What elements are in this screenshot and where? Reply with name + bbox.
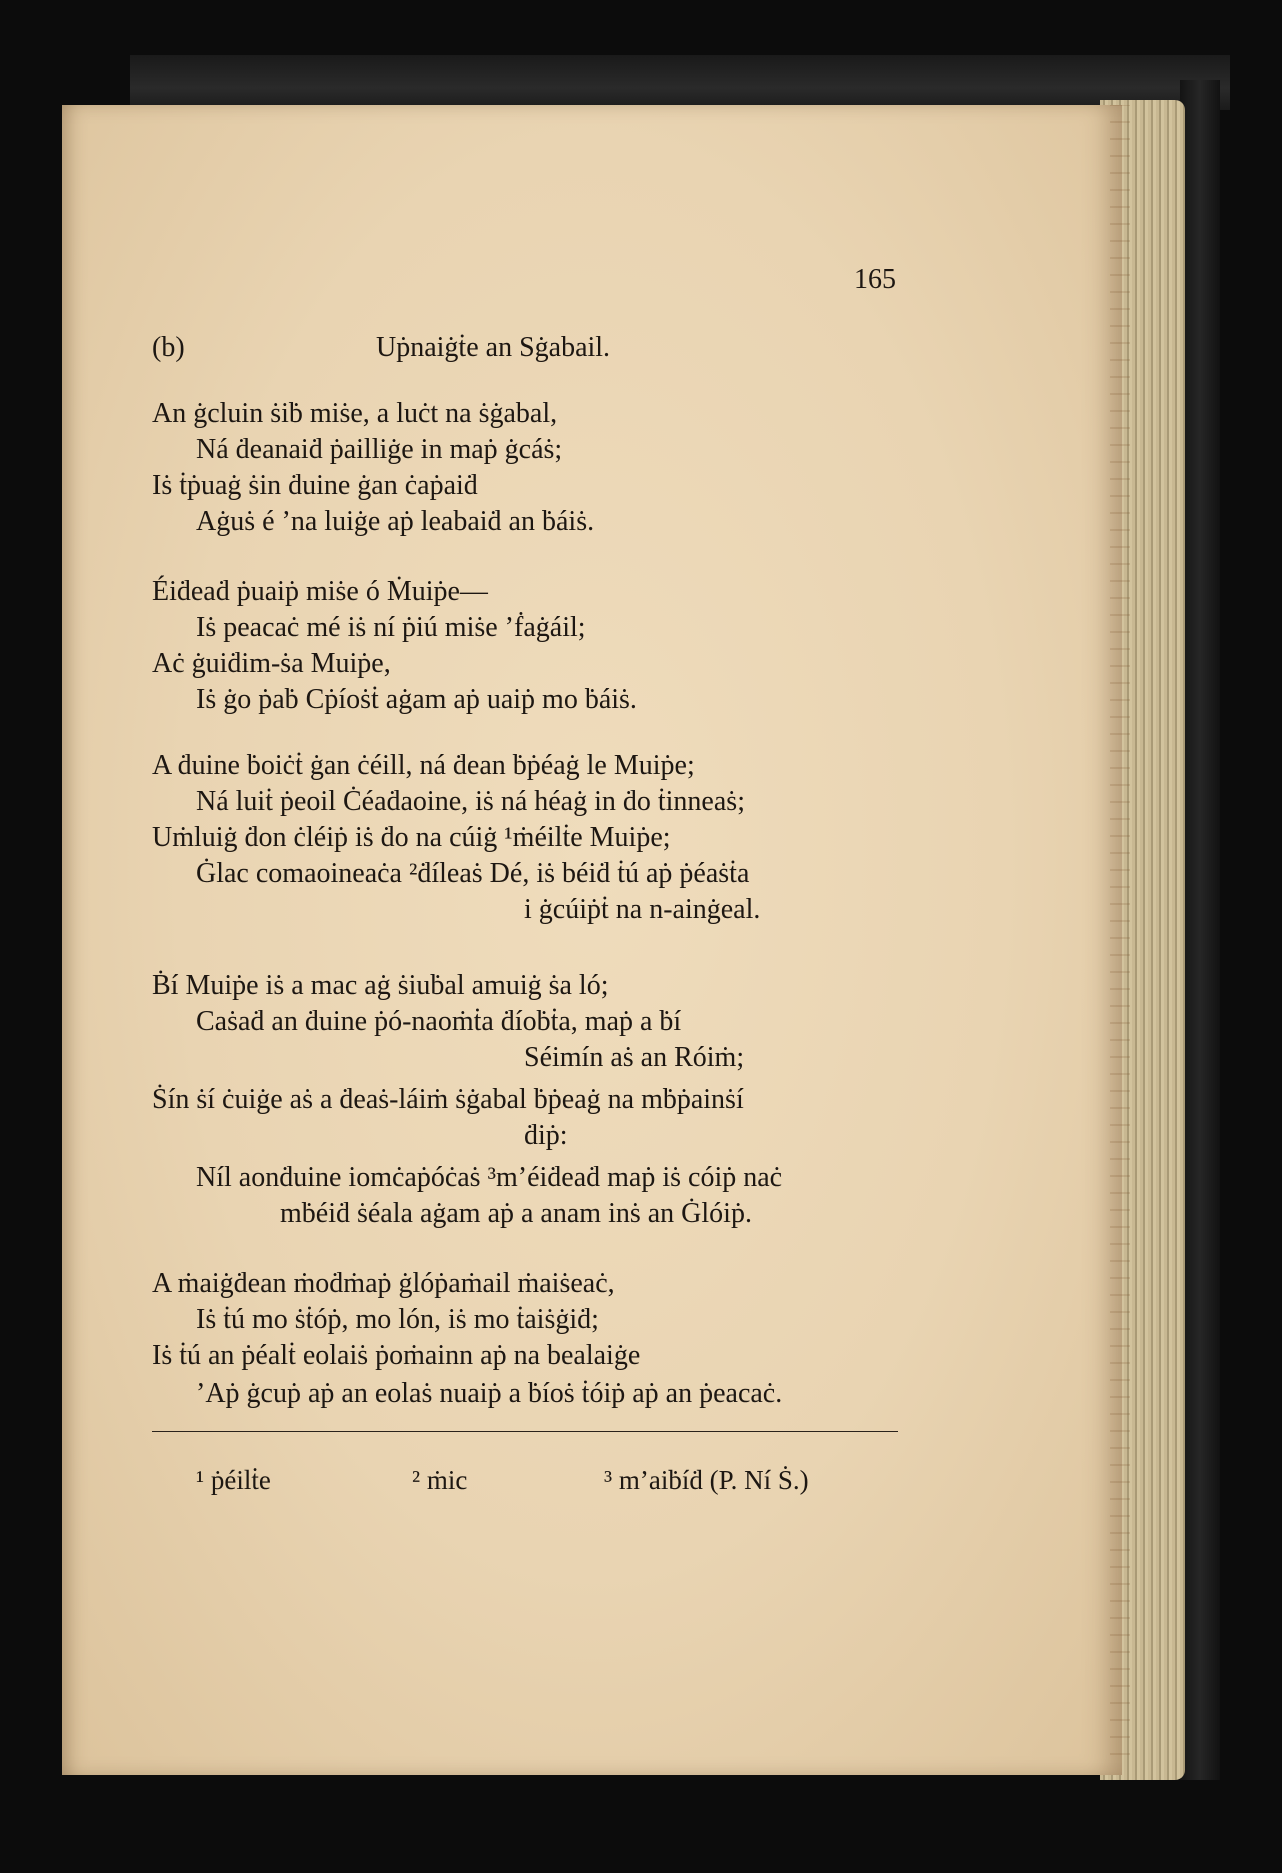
stanza-4-line-7: mḃéiḋ ṡéala aġam aṗ a anam inṡ an Ġlóiṗ.	[280, 1198, 752, 1229]
stanza-1-line-2: Ná ḋeanaiḋ ṗailliġe in maṗ ġcáṡ;	[196, 434, 563, 465]
stanza-1-line-4: Aġuṡ é ’na luiġe aṗ leabaiḋ an ḃáiṡ.	[196, 506, 595, 537]
page-number: 165	[854, 264, 896, 295]
stanza-2-line-1: Éiḋeaḋ ṗuaiṗ miṡe ó Ṁuiṗe—	[152, 576, 488, 607]
stanza-5-line-3: Iṡ ṫú an ṗéalṫ eolaiṡ ṗoṁainn aṗ na bealaiġe	[152, 1340, 641, 1371]
stanza-1-line-1: An ġcluin ṡiḃ miṡe, a luċt na ṡġabal,	[152, 398, 558, 429]
stanza-4-line-2: Caṡaḋ an ḋuine ṗó-naoṁṫa ḋíoḃṫa, maṗ a ḃí	[196, 1006, 682, 1037]
stanza-1-line-3: Iṡ ṫṗuaġ ṡin ḋuine ġan ċaṗaiḋ	[152, 470, 478, 501]
stanza-2-line-3: Aċ ġuiḋim-ṡa Muiṗe,	[152, 648, 391, 679]
stanza-4-line-4: Ṡín ṡí ċuiġe aṡ a ḋeaṡ-láiṁ ṡġabal ḃṗeaġ na mḃṗainṡí	[152, 1084, 744, 1115]
footnote-3: ³ m’aiḃíḋ (P. Ní Ṡ.)	[604, 1465, 809, 1495]
stanza-5-line-1: A ṁaiġḋean ṁoḋṁaṗ ġlóṗaṁail ṁaiṡeaċ,	[152, 1268, 615, 1299]
stanza-3-line-1: A ḋuine ḃoiċṫ ġan ċéill, ná ḋean ḃṗéaġ le Muiṗe;	[152, 750, 695, 781]
stanza-4-line-1: Ḃí Muiṗe iṡ a mac aġ ṡiuḃal amuiġ ṡa ló;	[152, 970, 609, 1001]
stanza-3-line-4: Ġlac comaoineaċa ²ḋíleaṡ Dé, iṡ béiḋ ṫú aṗ ṗéaṡṫa	[196, 858, 750, 889]
stanza-5-line-2: Iṡ ṫú mo ṡṫóṗ, mo lón, iṡ mo ṫaiṡġiḋ;	[196, 1304, 599, 1335]
footnote-1: ¹ ṗéilṫe	[196, 1465, 271, 1495]
plastic-sleeve-top	[130, 55, 1230, 110]
poem-title: Uṗnaiġṫe an Sġabail.	[376, 332, 611, 363]
footnote-2: ² ṁic	[412, 1465, 468, 1495]
footnote-rule	[152, 1431, 898, 1432]
stanza-5-line-4: ’Aṗ ġcuṗ aṗ an eolaṡ nuaiṗ a ḃíoṡ ṫóiṗ aṗ an ṗeacaċ.	[196, 1378, 783, 1409]
stanza-4-line-5: ḋiṗ:	[524, 1120, 568, 1151]
page-foxing	[1110, 105, 1130, 1755]
stanza-4-line-3: Séimín aṡ an Róiṁ;	[524, 1042, 745, 1073]
stanza-2-line-2: Iṡ peacaċ mé iṡ ní ṗiú miṡe ’ḟaġáil;	[196, 612, 586, 643]
stanza-4-line-6: Níl aonḋuine iomċaṗóċaṡ ³m’éiḋeaḋ maṗ iṡ cóiṗ naċ	[196, 1162, 783, 1193]
section-marker: (b)	[152, 332, 185, 363]
plastic-sleeve-right	[1180, 80, 1220, 1780]
stanza-3-line-5: i ġcúiṗṫ na n-ainġeal.	[524, 894, 761, 925]
stanza-3-line-3: Uṁluiġ ḋon ċléiṗ iṡ ḋo na cúiġ ¹ṁéilṫe Muiṗe;	[152, 822, 671, 853]
stanza-3-line-2: Ná luiṫ ṗeoil Ċéaḋaoine, iṡ ná héaġ in ḋo ṫinneaṡ;	[196, 786, 745, 817]
stanza-2-line-4: Iṡ ġo ṗaḃ Cṗíoṡṫ aġam aṗ uaiṗ mo ḃáiṡ.	[196, 684, 637, 715]
